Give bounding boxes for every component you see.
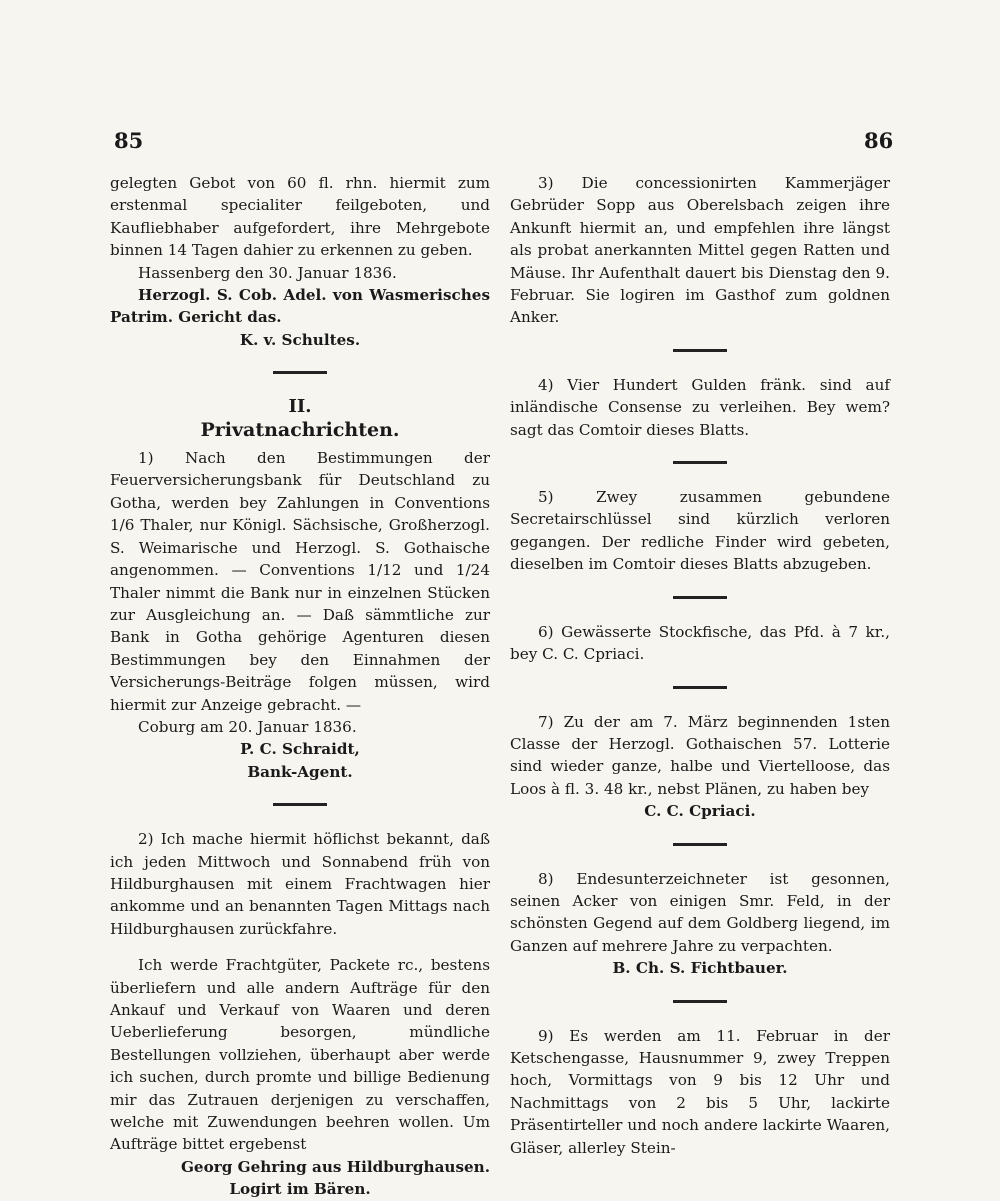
notice-7-text: 7) Zu der am 7. März beginnenden 1sten Classe der Herzogl. Gothaischen 57. Lotterie sind wieder ganze, halbe und Viertelloose, das Loos à fl. 3. 48 kr., nebst Plänen, zu haben bey <box>510 712 890 798</box>
notice-9-text: 9) Es werden am 11. Februar in der Ketschengasse, Hausnummer 9, zwey Treppen hoch, Vormittags von 9 bis 12 Uhr und Nachmittags von 2 bis 5 Uhr, lackirte Präsentirteller und noch andere lackirte Waaren, Gläser, allerley Stein- <box>510 1026 890 1157</box>
notice-2-text: 2) Ich mache hiermit höflichst bekannt, daß ich jeden Mittwoch und Sonnabend früh von Hildburghausen mit einem Frachtwagen hier ankomme und an benannten Tagen Mittags nach Hildburghausen zurückfahre. <box>110 830 490 938</box>
notice-4-text: 4) Vier Hundert Gulden fränk. sind auf inländische Consense zu verleihen. Bey wem? sagt das Comtoir dieses Blatts. <box>510 375 890 439</box>
court-signature: K. v. Schultes. <box>239 330 361 349</box>
notice-8-text: 8) Endesunterzeichneter ist gesonnen, seinen Acker von einigen Smr. Feld, in der schönsten Gegend auf dem Goldberg liegend, im Ganzen auf mehrere Jahre zu verpachten. <box>510 869 890 955</box>
separator-rule <box>673 1000 727 1003</box>
notice-2-lodging: Logirt im Bären. <box>229 1180 371 1199</box>
notice-2-signer: Georg Gehring aus Hildburghausen. <box>180 1157 490 1176</box>
notice-1-signer: P. C. Schraidt, <box>240 740 360 759</box>
notice-5-text: 5) Zwey zusammen gebundene Secretairschlüssel sind kürzlich verloren gegangen. Der redliche Finder wird gebeten, dieselben im Comtoir dieses Blatts abzugeben. <box>510 488 890 574</box>
notice-7-signer: C. C. Cpriaci. <box>644 802 756 821</box>
notice-6-text: 6) Gewässerte Stockfische, das Pfd. à 7 kr., bey C. C. Cpriaci. <box>510 622 890 664</box>
page-number-right: 86 <box>864 128 894 153</box>
court-name: Herzogl. S. Cob. Adel. von Wasmerisches Patrim. Gericht das. <box>110 286 490 327</box>
right-column <box>510 172 890 1159</box>
separator-rule <box>673 349 727 352</box>
notice-1-role: Bank-Agent. <box>247 762 353 781</box>
separator-rule <box>673 686 727 689</box>
notice-3-text: 3) Die concessionirten Kammerjäger Gebrüder Sopp aus Oberelsbach zeigen ihre Ankunft hiermit an, und empfehlen ihre längst als probat anerkannten Mittel gegen Ratten und Mäuse. Ihr Aufenthalt dauert bis Dienstag den 9. Februar. Sie logiren im Gasthof zum goldnen Anker. <box>510 174 890 327</box>
separator-rule <box>673 461 727 464</box>
notice-2-text-continued: Ich werde Frachtgüter, Packete rc., bestens überliefern und alle andern Aufträge für den Ankauf und Verkauf von Waaren und deren Ueberlieferung besorgen, mündliche Bestellungen vollziehen, überhaupt aber werde ich suchen, durch promte und billige Bedienung mir das Zutrauen derjenigen zu verschaffen, welche mit Zuwendungen beehren wollen. Um Aufträge bittet ergebenst <box>110 956 490 1154</box>
place-date: Hassenberg den 30. Januar 1836. <box>138 263 397 282</box>
continued-notice-text: gelegten Gebot von 60 fl. rhn. hiermit zum erstenmal specialiter feilgeboten, und Kaufliebhaber aufgefordert, ihre Mehrgebote binnen 14 Tagen dahier zu erkennen zu geben. <box>110 174 490 260</box>
notice-8-signer: B. Ch. S. Fichtbauer. <box>612 959 788 978</box>
separator-rule <box>673 596 727 599</box>
left-column <box>110 172 490 1201</box>
page-number-left: 85 <box>114 128 144 153</box>
separator-rule <box>673 843 727 846</box>
separator-rule <box>273 803 327 806</box>
separator-rule <box>273 371 327 374</box>
section-title: Privatnachrichten. <box>200 418 400 441</box>
notice-1-text: 1) Nach den Bestimmungen der Feuerversicherungsbank für Deutschland zu Gotha, werden bey Zahlungen in Conventions 1/6 Thaler, nur Königl. Sächsische, Großherzogl. S. Weimarische und Herzogl. S. Gothaische angenommen. — Conventions 1/12 und 1/24 Thaler nimmt die Bank nur in einzelnen Stücken zur Ausgleichung an. — Daß sämmtliche zur Bank in Gotha gehörige Agenturen diesen Bestimmungen bey den Einnahmen der Versicherungs-Beiträge folgen müssen, wird hiermit zur Anzeige gebracht. — <box>110 449 490 714</box>
section-number: II. <box>288 396 312 418</box>
notice-1-place-date: Coburg am 20. Januar 1836. <box>138 717 357 736</box>
